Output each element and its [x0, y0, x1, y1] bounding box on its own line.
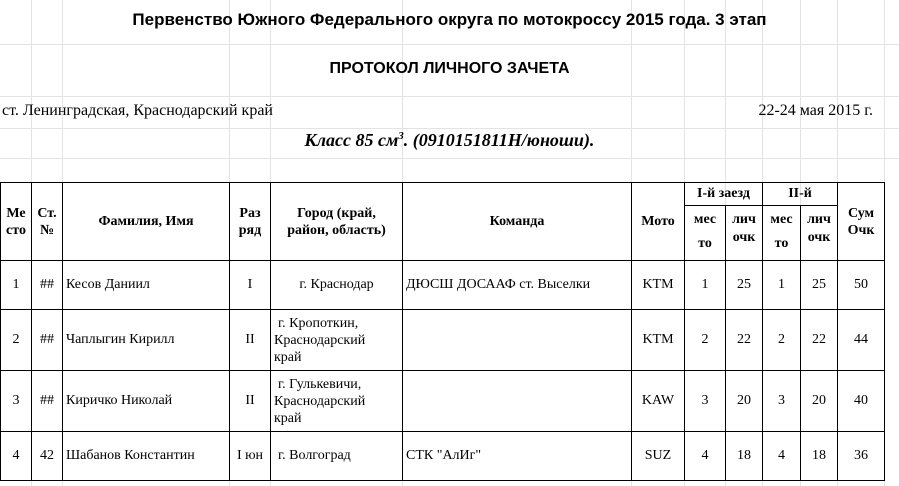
header-city: Город (край, район, область)	[271, 183, 403, 261]
cell-h1-points: 22	[726, 310, 763, 371]
cell-start: ##	[32, 310, 63, 371]
header-heat1-points-a: лич	[726, 206, 763, 229]
cell-moto: SUZ	[632, 432, 685, 481]
cell-start: ##	[32, 261, 63, 310]
header-heat1-place-a: мес	[685, 206, 726, 229]
cell-place: 1	[1, 261, 32, 310]
header-heat1-points-b: очк	[726, 228, 763, 261]
header-heat1-place-b: то	[685, 228, 726, 261]
cell-h1-place: 1	[685, 261, 726, 310]
cell-h2-points: 25	[801, 261, 838, 310]
cell-h2-points: 20	[801, 371, 838, 432]
table-row	[1, 261, 885, 310]
cell-team: ДЮСШ ДОСААФ ст. Выселки	[403, 261, 632, 310]
document-title: Первенство Южного Федерального округа по мотокроссу 2015 года. 3 этап	[132, 10, 767, 29]
cell-h1-points: 20	[726, 371, 763, 432]
cell-name: Шабанов Константин	[63, 432, 230, 481]
results-table	[0, 182, 885, 481]
cell-rank: I	[230, 261, 271, 310]
cell-city: г. Гулькевичи, Краснодарский край	[271, 371, 403, 432]
cell-start: 42	[32, 432, 63, 481]
header-heat2-place-a: мес	[763, 206, 801, 229]
cell-place: 4	[1, 432, 32, 481]
cell-h2-place: 1	[763, 261, 801, 310]
header-heat2-points-b: очк	[801, 228, 838, 261]
cell-h1-points: 25	[726, 261, 763, 310]
cell-team: СТК "АлИг"	[403, 432, 632, 481]
cell-h2-points: 22	[801, 310, 838, 371]
cell-moto: KAW	[632, 371, 685, 432]
cell-h2-place: 2	[763, 310, 801, 371]
header-rank: Раз ряд	[230, 183, 271, 261]
cell-team	[403, 371, 632, 432]
header-place: Ме сто	[1, 183, 32, 261]
class-suffix: . (0910151811Н/юноши).	[403, 130, 595, 150]
event-location: ст. Ленинградская, Краснодарский край	[2, 102, 273, 119]
cell-sum: 50	[838, 261, 885, 310]
cell-h2-place: 4	[763, 432, 801, 481]
cell-sum: 40	[838, 371, 885, 432]
cell-rank: I юн	[230, 432, 271, 481]
header-team: Команда	[403, 183, 632, 261]
cell-sum: 36	[838, 432, 885, 481]
cell-sum: 44	[838, 310, 885, 371]
cell-h1-points: 18	[726, 432, 763, 481]
header-sum: Сум Очк	[838, 183, 885, 261]
cell-h2-points: 18	[801, 432, 838, 481]
cell-name: Чаплыгин Кирилл	[63, 310, 230, 371]
class-prefix: Класс 85 см	[304, 130, 399, 150]
event-date: 22-24 мая 2015 г.	[758, 102, 873, 119]
table-row	[1, 310, 885, 371]
table-row	[1, 432, 885, 481]
header-heat2: II-й	[763, 183, 838, 206]
cell-city: г. Краснодар	[271, 261, 403, 310]
protocol-subtitle: ПРОТОКОЛ ЛИЧНОГО ЗАЧЕТА	[329, 60, 570, 77]
cell-h2-place: 3	[763, 371, 801, 432]
header-heat2-place-b: то	[763, 228, 801, 261]
cell-h1-place: 4	[685, 432, 726, 481]
cell-team	[403, 310, 632, 371]
header-heat2-points-a: лич	[801, 206, 838, 229]
table-header-row	[1, 183, 885, 206]
cell-city: г. Волгоград	[271, 432, 403, 481]
class-title	[0, 130, 899, 151]
header-heat1: I-й заезд	[685, 183, 763, 206]
cell-rank: II	[230, 371, 271, 432]
cell-name: Киричко Николай	[63, 371, 230, 432]
header-name: Фамилия, Имя	[63, 183, 230, 261]
header-start-number: Ст. №	[32, 183, 63, 261]
cell-rank: II	[230, 310, 271, 371]
class-superscript: 3	[398, 130, 404, 142]
cell-name: Кесов Даниил	[63, 261, 230, 310]
header-moto: Мото	[632, 183, 685, 261]
cell-h1-place: 2	[685, 310, 726, 371]
cell-place: 2	[1, 310, 32, 371]
cell-city: г. Кропоткин, Краснодарский край	[271, 310, 403, 371]
cell-moto: KTM	[632, 261, 685, 310]
table-row	[1, 371, 885, 432]
cell-h1-place: 3	[685, 371, 726, 432]
cell-start: ##	[32, 371, 63, 432]
cell-moto: KTM	[632, 310, 685, 371]
cell-place: 3	[1, 371, 32, 432]
